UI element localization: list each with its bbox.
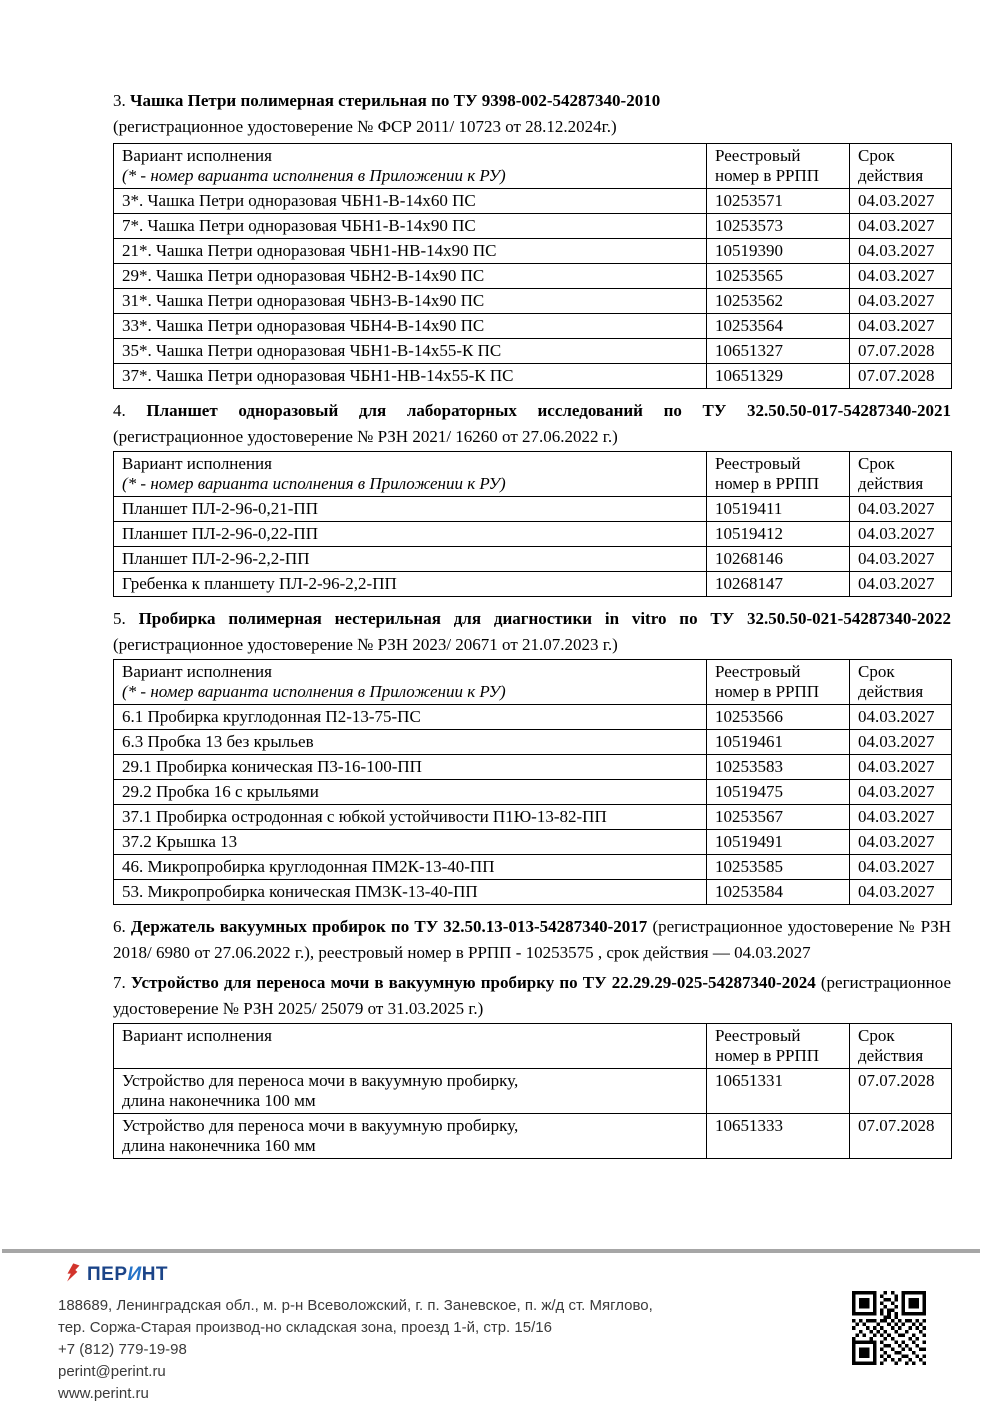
column-header-registry-number: Реестровый номер в РРПП: [707, 452, 850, 497]
table-row: [114, 1114, 952, 1159]
column-header-variant-note: (* - номер варианта исполнения в Приложении к РУ): [122, 682, 506, 701]
address-line-2: тер. Соржа-Старая производ-но складская зона, проезд 1-й, стр. 15/16: [58, 1319, 552, 1336]
validity-term-cell: 04.03.2027: [850, 830, 952, 855]
section-5-number: 5.: [113, 609, 126, 628]
table-row: [114, 547, 952, 572]
validity-term-cell: 04.03.2027: [850, 880, 952, 905]
registry-number-cell: 10519412: [707, 522, 850, 547]
section-3-number: 3.: [113, 91, 126, 110]
validity-term-cell: 04.03.2027: [850, 572, 952, 597]
table-row: [114, 755, 952, 780]
section-4: [113, 398, 951, 597]
table-header-row: [114, 660, 952, 705]
section-4-registration: (регистрационное удостоверение № РЗН 2021/ 16260 от 27.06.2022 г.): [113, 427, 618, 446]
section-4-heading: [113, 398, 951, 450]
section-6-number: 6.: [113, 917, 126, 936]
brand-text-post: НТ: [141, 1263, 169, 1285]
qr-code: [852, 1291, 926, 1365]
section-5: [113, 606, 951, 905]
validity-term-cell: 04.03.2027: [850, 780, 952, 805]
table-row: [114, 780, 952, 805]
column-header-registry-number: Реестровый номер в РРПП: [707, 660, 850, 705]
table-row: [114, 239, 952, 264]
website-url: www.perint.ru: [58, 1385, 149, 1402]
variant-cell: 6.3 Пробка 13 без крыльев: [114, 730, 707, 755]
table-row: [114, 880, 952, 905]
column-header-variant-cell: [114, 452, 707, 497]
column-header-variant: Вариант исполнения: [114, 1024, 707, 1069]
column-header-validity-term: Срок действия: [850, 1024, 952, 1069]
variant-cell: 29*. Чашка Петри одноразовая ЧБН2-В-14х90 ПС: [114, 264, 707, 289]
table-row: [114, 214, 952, 239]
column-header-variant: Вариант исполнения: [122, 662, 272, 681]
variant-cell: [114, 1069, 707, 1114]
registry-number-cell: 10519461: [707, 730, 850, 755]
registry-number-cell: 10253583: [707, 755, 850, 780]
variant-cell: 29.1 Пробирка коническая П3-16-100-ПП: [114, 755, 707, 780]
registry-number-cell: 10253566: [707, 705, 850, 730]
validity-term-cell: 07.07.2028: [850, 1069, 952, 1114]
column-header-validity-term: Срок действия: [850, 144, 952, 189]
validity-term-cell: 04.03.2027: [850, 289, 952, 314]
table-row: [114, 189, 952, 214]
table-row: [114, 705, 952, 730]
variant-cell: 6.1 Пробирка круглодонная П2-13-75-ПС: [114, 705, 707, 730]
section-3-title: Чашка Петри полимерная стерильная по ТУ 9398-002-54287340-2010: [130, 91, 661, 110]
variant-cell: 37*. Чашка Петри одноразовая ЧБН1-НВ-14х55-К ПС: [114, 364, 707, 389]
section-7: [113, 970, 951, 1159]
table-row: [114, 339, 952, 364]
section-5-title: Пробирка полимерная нестерильная для диагностики in vitro по ТУ 32.50.50-021-54287340-2022: [138, 609, 951, 628]
variant-cell: 31*. Чашка Петри одноразовая ЧБН3-В-14х90 ПС: [114, 289, 707, 314]
registry-number-cell: 10651329: [707, 364, 850, 389]
registry-number-cell: 10253571: [707, 189, 850, 214]
registry-number-cell: 10253565: [707, 264, 850, 289]
table-header-row: [114, 452, 952, 497]
footer-contact-block: [58, 1295, 653, 1405]
registry-number-cell: 10253584: [707, 880, 850, 905]
email-address: perint@perint.ru: [58, 1363, 166, 1380]
validity-term-cell: 07.07.2028: [850, 364, 952, 389]
company-logo: [58, 1262, 653, 1287]
column-header-variant-note: (* - номер варианта исполнения в Приложении к РУ): [122, 166, 506, 185]
variant-cell: 3*. Чашка Петри одноразовая ЧБН1-В-14х60 ПС: [114, 189, 707, 214]
table-header-row: [114, 144, 952, 189]
registry-number-cell: 10651331: [707, 1069, 850, 1114]
section-5-registration: (регистрационное удостоверение № РЗН 2023/ 20671 от 21.07.2023 г.): [113, 635, 618, 654]
column-header-validity-term: Срок действия: [850, 452, 952, 497]
section-4-number: 4.: [113, 401, 126, 420]
registry-number-cell: 10253573: [707, 214, 850, 239]
section-4-table: [113, 451, 952, 597]
section-3: [113, 88, 951, 389]
section-6-details: (регистрационное удостоверение № РЗН 2018/ 6980 от 27.06.2022 г.), реестровый номер в РРПП - 10253575 , срок действия — 04.03.2027: [113, 917, 952, 962]
validity-term-cell: 07.07.2028: [850, 339, 952, 364]
brand-logo-text: [87, 1264, 168, 1286]
variant-cell: 29.2 Пробка 16 с крыльями: [114, 780, 707, 805]
brand-text-mid: И: [127, 1263, 142, 1285]
validity-term-cell: 07.07.2028: [850, 1114, 952, 1159]
registry-number-cell: 10253567: [707, 805, 850, 830]
variant-cell: 7*. Чашка Петри одноразовая ЧБН1-В-14х90 ПС: [114, 214, 707, 239]
section-7-heading: [113, 970, 951, 1022]
column-header-variant-cell: [114, 660, 707, 705]
section-6-paragraph: [113, 914, 951, 966]
validity-term-cell: 04.03.2027: [850, 264, 952, 289]
registry-number-cell: 10651327: [707, 339, 850, 364]
table-row: [114, 855, 952, 880]
registry-number-cell: 10253564: [707, 314, 850, 339]
table-row: [114, 1069, 952, 1114]
variant-cell: Планшет ПЛ-2-96-0,21-ПП: [114, 497, 707, 522]
validity-term-cell: 04.03.2027: [850, 805, 952, 830]
variant-cell: Планшет ПЛ-2-96-0,22-ПП: [114, 522, 707, 547]
registry-number-cell: 10651333: [707, 1114, 850, 1159]
variant-cell: 33*. Чашка Петри одноразовая ЧБН4-В-14х90 ПС: [114, 314, 707, 339]
validity-term-cell: 04.03.2027: [850, 214, 952, 239]
registry-number-cell: 10519390: [707, 239, 850, 264]
validity-term-cell: 04.03.2027: [850, 730, 952, 755]
table-row: [114, 830, 952, 855]
table-row: [114, 572, 952, 597]
brand-text-pre: ПЕР: [87, 1263, 128, 1285]
variant-cell: 35*. Чашка Петри одноразовая ЧБН1-В-14х55-К ПС: [114, 339, 707, 364]
variant-cell: [114, 1114, 707, 1159]
variant-cell: Гребенка к планшету ПЛ-2-96-2,2-ПП: [114, 572, 707, 597]
validity-term-cell: 04.03.2027: [850, 314, 952, 339]
column-header-variant: Вариант исполнения: [122, 454, 272, 473]
phone-number: +7 (812) 779-19-98: [58, 1341, 187, 1358]
table-row: [114, 314, 952, 339]
section-6-title: Держатель вакуумных пробирок по ТУ 32.50.13-013-54287340-2017: [130, 917, 648, 936]
table-row: [114, 522, 952, 547]
variant-line-1: Устройство для переноса мочи в вакуумную пробирку,: [122, 1116, 519, 1135]
registry-number-cell: 10268146: [707, 547, 850, 572]
section-3-heading: [113, 88, 951, 114]
validity-term-cell: 04.03.2027: [850, 855, 952, 880]
document-content: [113, 88, 951, 1168]
section-7-table: [113, 1023, 952, 1159]
registry-number-cell: 10519475: [707, 780, 850, 805]
section-7-title: Устройство для переноса мочи в вакуумную пробирку по ТУ 22.29.29-025-54287340-2024: [130, 973, 816, 992]
section-5-table: [113, 659, 952, 905]
registry-number-cell: 10268147: [707, 572, 850, 597]
footer-separator-line: [2, 1249, 980, 1253]
variant-cell: 37.2 Крышка 13: [114, 830, 707, 855]
variant-cell: 53. Микропробирка коническая ПМ3К-13-40-ПП: [114, 880, 707, 905]
section-5-heading: [113, 606, 951, 658]
table-header-row: [114, 1024, 952, 1069]
registry-number-cell: 10253585: [707, 855, 850, 880]
footer: [58, 1262, 653, 1405]
section-7-registration: (регистрационное удостоверение № РЗН 2025/ 25079 от 31.03.2025 г.): [113, 973, 952, 1018]
registry-number-cell: 10519491: [707, 830, 850, 855]
column-header-variant-note: (* - номер варианта исполнения в Приложении к РУ): [122, 474, 506, 493]
section-7-number: 7.: [113, 973, 126, 992]
validity-term-cell: 04.03.2027: [850, 497, 952, 522]
section-3-table: [113, 143, 952, 389]
variant-line-1: Устройство для переноса мочи в вакуумную пробирку,: [122, 1071, 519, 1090]
variant-cell: 21*. Чашка Петри одноразовая ЧБН1-НВ-14х90 ПС: [114, 239, 707, 264]
registry-number-cell: 10253562: [707, 289, 850, 314]
table-row: [114, 264, 952, 289]
validity-term-cell: 04.03.2027: [850, 705, 952, 730]
validity-term-cell: 04.03.2027: [850, 189, 952, 214]
variant-line-2: длина наконечника 100 мм: [122, 1091, 316, 1110]
validity-term-cell: 04.03.2027: [850, 547, 952, 572]
table-row: [114, 730, 952, 755]
column-header-variant: Вариант исполнения: [122, 146, 272, 165]
table-row: [114, 497, 952, 522]
variant-cell: Планшет ПЛ-2-96-2,2-ПП: [114, 547, 707, 572]
column-header-registry-number: Реестровый номер в РРПП: [707, 1024, 850, 1069]
address-line-1: 188689, Ленинградская обл., м. р-н Всеволожский, г. п. Заневское, п. ж/д ст. Мяглово,: [58, 1297, 653, 1314]
section-4-title: Планшет одноразовый для лабораторных исследований по ТУ 32.50.50-017-54287340-2021: [146, 401, 951, 420]
column-header-registry-number: Реестровый номер в РРПП: [707, 144, 850, 189]
validity-term-cell: 04.03.2027: [850, 239, 952, 264]
validity-term-cell: 04.03.2027: [850, 755, 952, 780]
brand-logo-icon: [62, 1262, 82, 1287]
variant-cell: 37.1 Пробирка остродонная с юбкой устойчивости П1Ю-13-82-ПП: [114, 805, 707, 830]
table-row: [114, 364, 952, 389]
table-row: [114, 289, 952, 314]
registry-number-cell: 10519411: [707, 497, 850, 522]
section-3-registration: (регистрационное удостоверение № ФСР 2011/ 10723 от 28.12.2024г.): [113, 117, 617, 136]
table-row: [114, 805, 952, 830]
column-header-variant-cell: [114, 144, 707, 189]
validity-term-cell: 04.03.2027: [850, 522, 952, 547]
column-header-validity-term: Срок действия: [850, 660, 952, 705]
variant-cell: 46. Микропробирка круглодонная ПМ2К-13-40-ПП: [114, 855, 707, 880]
variant-line-2: длина наконечника 160 мм: [122, 1136, 316, 1155]
